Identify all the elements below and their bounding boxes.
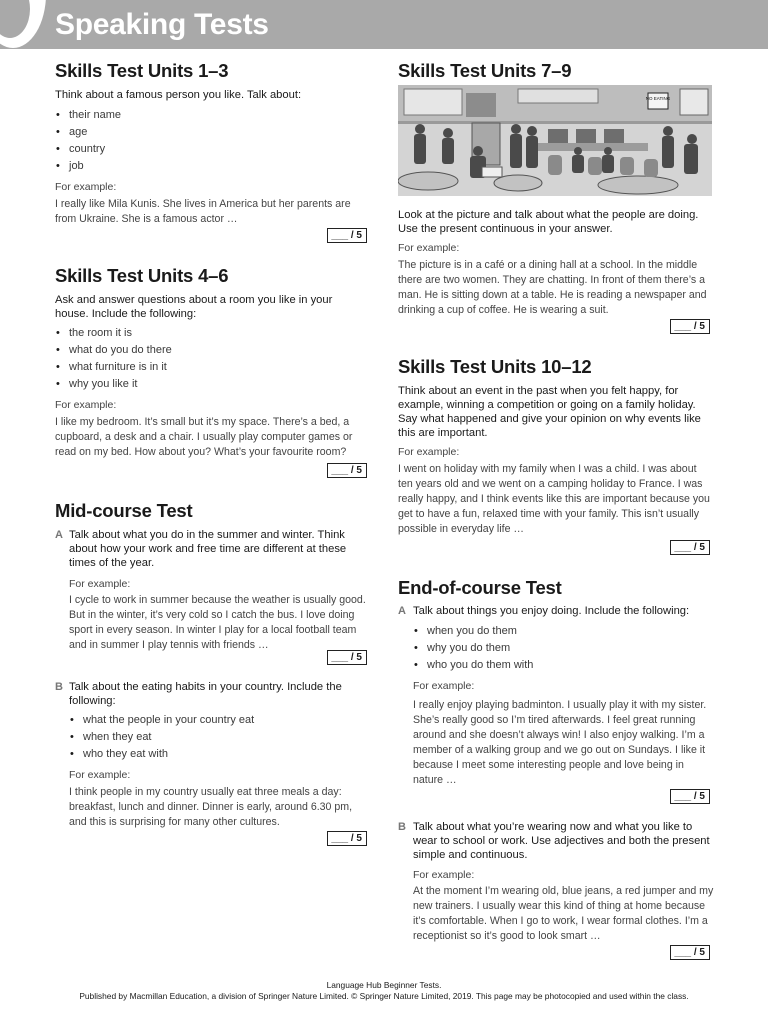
part-letter: B [55, 681, 63, 693]
example-label: For example: [413, 869, 475, 881]
score-box: ___ / 5 [327, 228, 367, 243]
list-item: • what do you do there [55, 342, 367, 359]
list-item: • their name [55, 107, 367, 124]
part-a [413, 604, 714, 788]
section-title: End-of-course Test [398, 577, 562, 598]
example-label: For example: [69, 769, 131, 781]
bullet-list [413, 623, 714, 674]
instruction: Talk about what you do in the summer and winter. Think about how your work and free time are different at these times of the year. [69, 529, 347, 569]
example-label: For example: [69, 578, 131, 590]
section-title: Mid-course Test [55, 500, 193, 521]
example-answer: I went on holiday with my family when I was a child. I was about ten years old and we went on a camping holiday to France. I was really happy, and I think events like this are important because you get to have a fun, relaxed time with your family. This isn’t usually possible in everyday life … [398, 463, 710, 535]
footer [0, 980, 768, 1002]
example-label: For example: [55, 181, 117, 193]
example-label: For example: [398, 242, 460, 254]
score-box: ___ / 5 [670, 540, 710, 555]
example-answer: I cycle to work in summer because the weather is usually good. But in the winter, it’s very cold so I catch the bus. I love doing sport in every season. In winter I play for a local football team and in summer I play tennis with friends … [69, 594, 366, 651]
part-letter: A [55, 529, 63, 541]
bullet-list [55, 325, 367, 393]
section-skills-4-6 [55, 265, 367, 460]
section-title: Skills Test Units 1–3 [55, 60, 229, 81]
section-mid-course [55, 500, 367, 522]
cafe-scene-image [398, 85, 712, 196]
section-title: Skills Test Units 7–9 [398, 60, 572, 81]
section-title: Skills Test Units 10–12 [398, 356, 592, 377]
example-answer: I like my bedroom. It’s small but it’s my space. There’s a bed, a cupboard, a desk and a chair. I usually play computer games or read on my bed. How about you? What’s your favourite room? [55, 416, 353, 458]
instruction: Ask and answer questions about a room you like in your house. Include the following: [55, 294, 333, 320]
example-answer: At the moment I’m wearing old, blue jeans, a red jumper and my new trainers. I usually wear this kind of thing at home because it’s comfortable. When I go to work, I wear formal clothes. I’m a receptionist so it’s good to look smart … [413, 885, 714, 942]
score-box: ___ / 5 [670, 945, 710, 960]
part-letter: B [398, 821, 406, 833]
section-skills-10-12 [398, 356, 714, 537]
part-b [413, 820, 714, 944]
list-item: • what furniture is in it [55, 359, 367, 376]
example-answer: I think people in my country usually eat three meals a day: breakfast, lunch and dinner. Dinner is early, around 6.30 pm, and this is surprising for many other cultures. [69, 786, 353, 828]
instruction: Talk about what you’re wearing now and what you like to wear to school or work. Use adjectives and both the present simple and continuous. [413, 821, 710, 861]
footer-line-1: Language Hub Beginner Tests. [326, 980, 442, 990]
part-a [69, 528, 367, 653]
instruction: Think about a famous person you like. Talk about: [55, 89, 302, 101]
example-label: For example: [55, 399, 117, 411]
example-label: For example: [398, 446, 460, 458]
cafe-illustration [398, 85, 712, 196]
list-item: • when you do them [413, 623, 714, 640]
score-box: ___ / 5 [327, 831, 367, 846]
section-end-of-course [398, 577, 714, 599]
instruction: Look at the picture and talk about what the people are doing. Use the present continuous in your answer. [398, 209, 699, 235]
bullet-list [55, 107, 367, 175]
list-item: • job [55, 158, 367, 175]
score-box: ___ / 5 [670, 319, 710, 334]
list-item: • why you do them [413, 640, 714, 657]
list-item: • what the people in your country eat [69, 712, 367, 729]
instruction: Talk about the eating habits in your country. Include the following: [69, 681, 342, 707]
example-answer: I really enjoy playing badminton. I usually play it with my sister. She’s really good so I’m tired afterwards. I feel great running around and she doesn’t always win! I also enjoy walking. I’m a member of a walking group and we go out on Sundays. I like it because I meet some interesting people and love being in nature … [413, 699, 707, 786]
section-7-9-body [398, 208, 714, 318]
part-letter: A [398, 605, 406, 617]
page-title: Speaking Tests [55, 8, 269, 41]
list-item: • the room it is [55, 325, 367, 342]
part-b [69, 680, 367, 830]
footer-line-2: Published by Macmillan Education, a division of Springer Nature Limited. © Springer Nature Limited, 2019. This page may be photocopied and used within the class. [79, 991, 689, 1001]
header-bar [0, 0, 768, 49]
score-box: ___ / 5 [327, 463, 367, 478]
section-skills-1-3 [55, 60, 367, 227]
score-box: ___ / 5 [670, 789, 710, 804]
example-answer: I really like Mila Kunis. She lives in America but her parents are from Ukraine. She is a famous actor … [55, 198, 351, 225]
example-label: For example: [413, 680, 475, 692]
section-skills-7-9 [398, 60, 714, 82]
instruction: Talk about things you enjoy doing. Include the following: [413, 605, 690, 617]
section-title: Skills Test Units 4–6 [55, 265, 229, 286]
list-item: • country [55, 141, 367, 158]
list-item: • who they eat with [69, 746, 367, 763]
bullet-list [69, 712, 367, 763]
list-item: • when they eat [69, 729, 367, 746]
no-eating-sign: NO EATING [645, 96, 671, 101]
instruction: Think about an event in the past when you felt happy, for example, winning a competition or going on a family holiday. Say what happened and give your opinion on why events like this are important. [398, 385, 701, 439]
list-item: • who you do them with [413, 657, 714, 674]
list-item: • why you like it [55, 376, 367, 393]
example-answer: The picture is in a café or a dining hall at a school. In the middle there are two women. They are chatting. In front of them there’s a man. He is sitting down at a table. He is reading a newspaper and drinking a cup of coffee. He is wearing a suit. [398, 259, 707, 316]
score-box: ___ / 5 [327, 650, 367, 665]
list-item: • age [55, 124, 367, 141]
